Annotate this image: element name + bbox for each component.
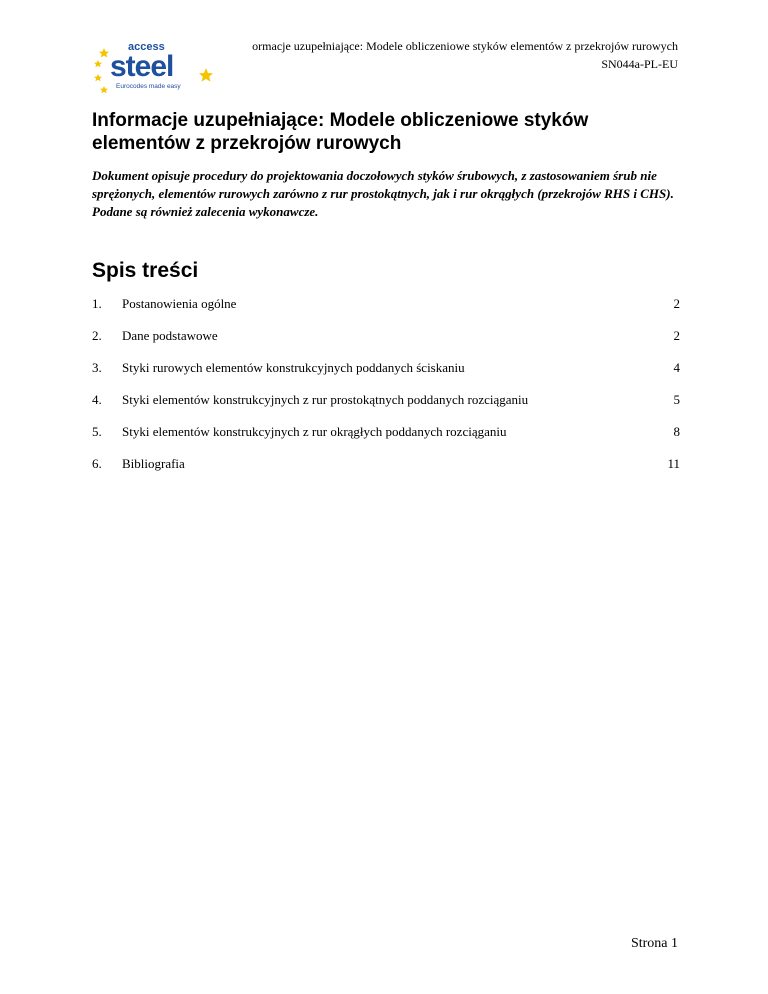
toc-entry-number: 4. [92,392,102,407]
logo-brand-main: steel [110,50,174,83]
toc-entry-number: 2. [92,328,102,343]
toc-entry-number: 6. [92,456,102,471]
toc-entry-page: 2 [673,296,680,311]
toc-entry-label[interactable]: Postanowienia ogólne [122,296,237,311]
toc-entry-number: 3. [92,360,102,375]
toc-entry[interactable] [92,359,680,391]
document-code: SN044a-PL-EU [601,57,678,71]
document-abstract: Dokument opisuje procedury do projektowania doczołowych styków śrubowych, z zastosowaniem śrub nie sprężonych, elementów rurowych zarówno z rur prostokątnych, jak i rur okrągłych (przekrojów RHS i CHS). Podane są również zalecenia wykonawcze. [92,168,674,219]
toc-entry-label[interactable]: Styki elementów konstrukcyjnych z rur prostokątnych poddanych rozciąganiu [122,392,529,407]
toc-entry[interactable] [92,327,680,359]
page-number: Strona 1 [630,936,678,951]
toc-entry[interactable] [92,455,680,487]
logo-tagline: Eurocodes made easy [116,83,181,90]
logo-brand-top: access [128,41,165,53]
toc-entry[interactable] [92,423,680,455]
toc-entry-label[interactable]: Styki rurowych elementów konstrukcyjnych poddanych ściskaniu [122,360,465,375]
toc-entry-label[interactable]: Styki elementów konstrukcyjnych z rur okrągłych poddanych rozciąganiu [122,424,507,439]
logo-graphic [92,38,216,98]
toc-entry-page: 11 [667,456,680,471]
toc-entry-page: 5 [673,392,680,407]
table-of-contents [92,295,680,487]
toc-heading: Spis treści [92,259,199,282]
toc-entry[interactable] [92,391,680,423]
toc-entry-label[interactable]: Dane podstawowe [122,328,218,343]
toc-entry-number: 1. [92,296,102,311]
toc-entry[interactable] [92,295,680,327]
page-title: Informacje uzupełniające: Modele obliczeniowe styków elementów z przekrojów rurowych [92,110,589,154]
toc-entry-page: 2 [673,328,680,343]
access-steel-logo [92,38,216,98]
toc-entry-page: 8 [673,424,680,439]
running-header-title: ormacje uzupełniające: Modele obliczeniowe styków elementów z przekrojów rurowych [252,39,678,53]
toc-entry-number: 5. [92,424,102,439]
toc-entry-label[interactable]: Bibliografia [122,456,185,471]
toc-entry-page: 4 [673,360,680,375]
